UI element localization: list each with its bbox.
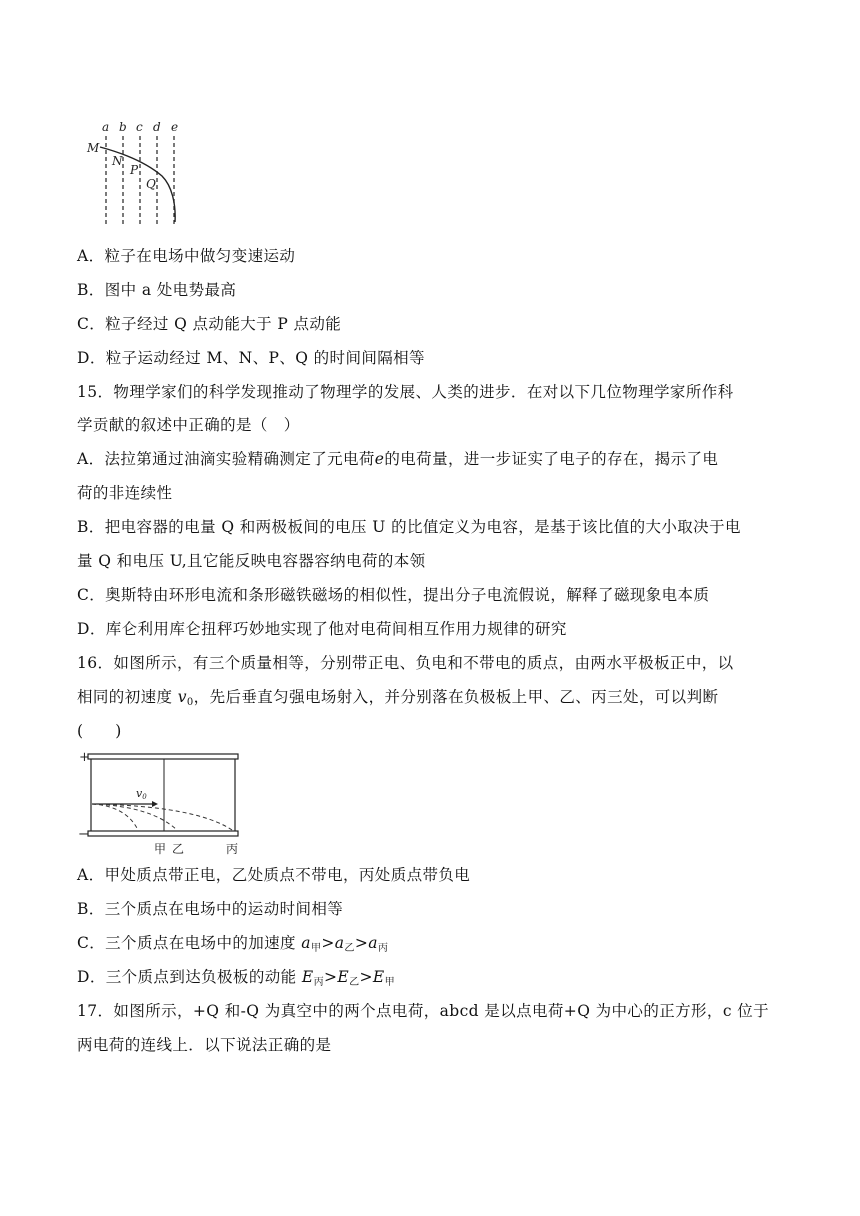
line-label-c: c — [136, 120, 143, 134]
q15-stem-line2: 学贡献的叙述中正确的是（ ） — [77, 416, 300, 434]
q17-stem-line1: 17．如图所示，+Q 和-Q 为真空中的两个点电荷，abcd 是以点电荷+Q 为中心的正方形，c 位于 — [77, 1002, 770, 1020]
q17-stem-line2: 两电荷的连线上．以下说法正确的是 — [77, 1036, 332, 1054]
initial-velocity-symbol: v — [177, 688, 187, 706]
q16-stem-line2: 相同的初速度 $v_0$，先后垂直匀强电场射入，并分别落在负极板上甲、乙、丙三处，可以判断 — [77, 688, 719, 708]
q14-option-b: B．图中 a 处电势最高 — [77, 281, 237, 299]
q14-option-d: D．粒子运动经过 M、N、P、Q 的时间间隔相等 — [77, 349, 425, 367]
point-label-n: N — [112, 154, 123, 168]
line-label-e: e — [171, 120, 179, 134]
point-label-q: Q — [146, 177, 156, 191]
q15-stem-line1: 15．物理学家们的科学发现推动了物理学的发展、人类的进步．在对以下几位物理学家所作科 — [77, 383, 734, 401]
negative-sign: − — [78, 827, 89, 842]
q15-option-c: C．奥斯特由环形电流和条形磁铁磁场的相似性，提出分子电流假说，解释了磁现象电本质 — [77, 586, 710, 604]
point-label-m: M — [87, 141, 100, 155]
parallel-plates-figure — [76, 746, 248, 858]
equipotential-figure — [86, 118, 196, 226]
line-label-b: b — [119, 120, 127, 134]
q14-option-a: A．粒子在电场中做匀变速运动 — [77, 247, 296, 265]
landing-label-jia: 甲 — [154, 842, 167, 856]
point-label-p: P — [130, 163, 139, 177]
q15-option-b-line1: B．把电容器的电量 Q 和两极板间的电压 U 的比值定义为电容，是基于该比值的大小取决于电 — [77, 518, 741, 536]
q15-option-a-line2: 荷的非连续性 — [77, 484, 173, 502]
q16-option-c: C．三个质点在电场中的加速度 $a_甲>a_乙>a_丙$ — [77, 934, 389, 954]
q16-stem-line1: 16．如图所示，有三个质量相等，分别带正电、负电和不带电的质点，由两水平极板正中，以 — [77, 654, 734, 672]
landing-label-yi: 乙 — [172, 842, 185, 856]
q15-option-b-line2: 量 Q 和电压 U,且它能反映电容器容纳电荷的本领 — [77, 552, 426, 570]
landing-label-bing: 丙 — [226, 842, 239, 856]
q15-option-a-line1: A．法拉第通过油滴实验精确测定了元电荷e的电荷量，进一步证实了电子的存在，揭示了电 — [77, 450, 719, 468]
q16-option-d: D．三个质点到达负极板的动能 $E_丙>E_乙>E_甲$ — [77, 968, 396, 988]
velocity-label: v0 — [136, 787, 147, 801]
q16-option-b: B．三个质点在电场中的运动时间相等 — [77, 900, 344, 918]
q14-option-c: C．粒子经过 Q 点动能大于 P 点动能 — [77, 315, 342, 333]
elementary-charge-symbol: e — [374, 450, 385, 468]
q16-option-a: A．甲处质点带正电，乙处质点不带电，丙处质点带负电 — [77, 866, 471, 884]
line-label-d: d — [153, 120, 161, 134]
q15-option-d: D．库仑利用库仑扭秤巧妙地实现了他对电荷间相互作用力规律的研究 — [77, 620, 567, 638]
trajectory-jia — [92, 804, 138, 830]
line-label-a: a — [102, 120, 110, 134]
negative-plate — [88, 831, 238, 836]
q16-stem-line3: ( ) — [77, 722, 122, 740]
positive-sign: + — [79, 750, 90, 765]
positive-plate — [88, 754, 238, 759]
